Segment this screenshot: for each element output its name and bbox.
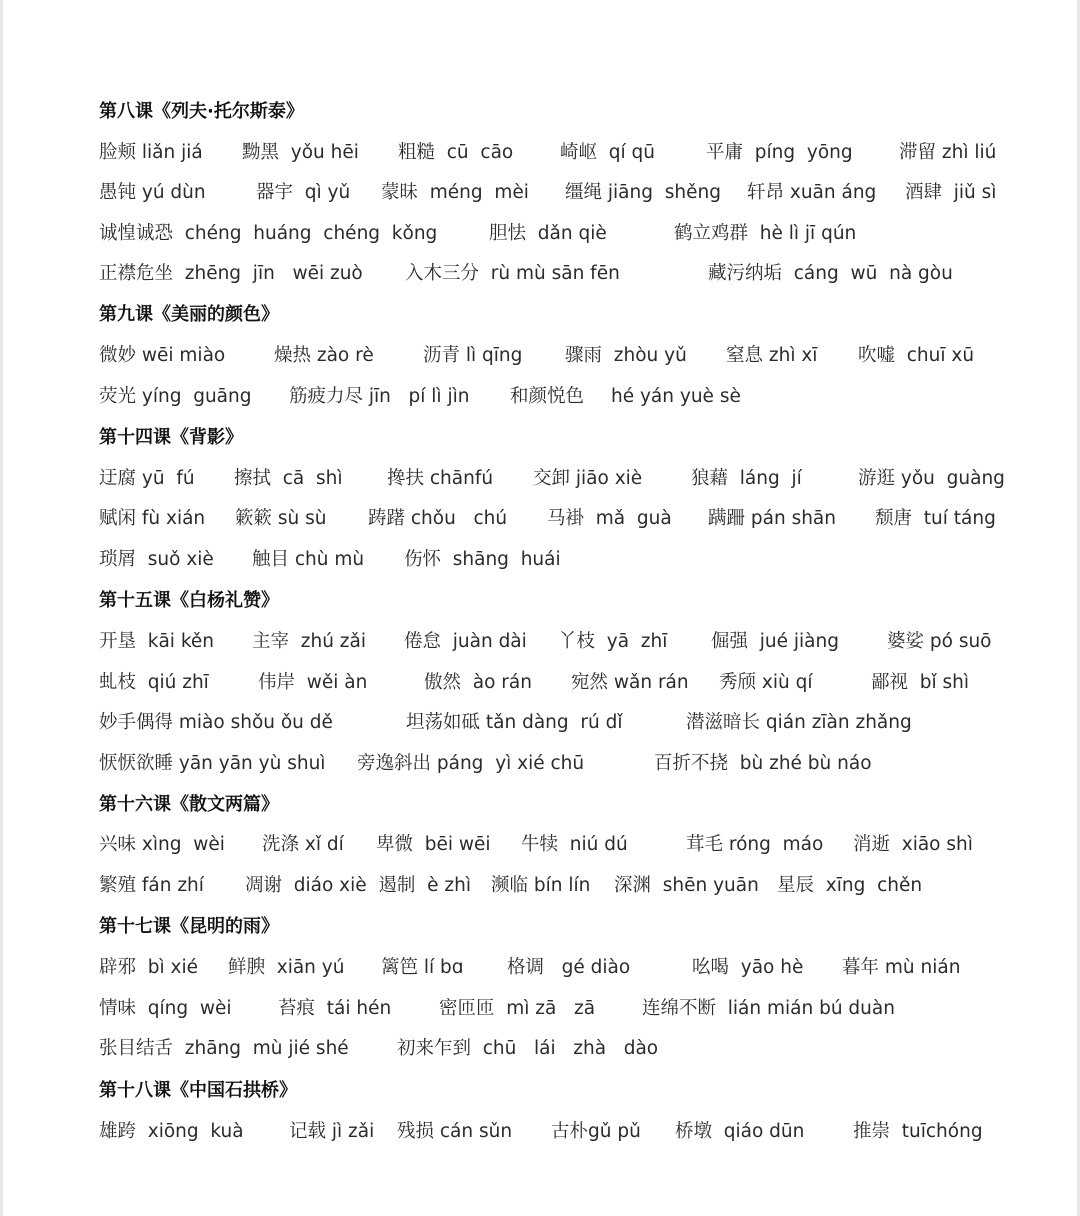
vocab-term: 兴味 xìng wèi [99,834,225,855]
vocab-term: 崎岖 qí qū [560,142,655,163]
vocab-term: 踌躇 chǒu chú [368,508,508,529]
vocab-term: 筋疲力尽 jīn pí lì jìn [289,386,470,407]
vocab-term: 暮年 mù nián [842,957,961,978]
vocab-term: 吹嘘 chuī xū [858,345,975,366]
vocab-term: 雄跨 xiōng kuà [99,1121,244,1142]
vocab-term: 张目结舌 zhāng mù jié shé [99,1038,349,1059]
vocab-term: 吆喝 yāo hè [692,957,804,978]
vocab-term: 秀颀 xiù qí [719,672,813,693]
vocab-term: 倦怠 juàn dài [404,631,527,652]
lesson-heading: 第十六课《散文两篇》 [99,794,279,815]
vocab-term: 藏污纳垢 cáng wū nà gòu [708,263,953,284]
vocab-term: 倔强 jué jiàng [711,631,839,652]
vocab-term: 擦拭 cā shì [234,468,343,489]
vocab-term: 格调 gé diào [507,957,631,978]
vocab-term: 桥墩 qiáo dūn [675,1121,805,1142]
vocab-term: 鹤立鸡群 hè lì jī qún [674,223,857,244]
vocab-term: 诚惶诚恐 chéng huáng chéng kǒng [99,223,438,244]
vocab-term: 愚钝 yú dùn [99,182,206,203]
vocab-term: 狼藉 láng jí [691,468,802,489]
vocab-term: 百折不挠 bù zhé bù náo [654,753,872,774]
vocab-term: 伤怀 shāng huái [404,549,561,570]
vocab-term: 和颜悦色 [510,386,585,407]
vocab-term: 酒肆 jiǔ sì [905,182,997,203]
vocab-term: 颓唐 tuí táng [875,508,996,529]
vocab-term: 虬枝 qiú zhī [99,672,209,693]
vocab-term: 密匝匝 mì zā zā [439,998,596,1019]
lesson-heading: 第八课《列夫·托尔斯泰》 [99,101,304,122]
vocab-term: 洗涤 xǐ dí [262,834,344,855]
lesson-heading: 第十五课《白杨礼赞》 [99,590,279,611]
lesson-heading: 第十八课《中国石拱桥》 [99,1080,297,1101]
vocab-term: 篱笆 lí bɑ [381,957,464,978]
page-edge-left [0,0,3,1216]
vocab-term: 开垦 kāi kěn [99,631,214,652]
vocab-term: 平庸 píng yōng [706,142,853,163]
vocab-term: 苔痕 tái hén [278,998,392,1019]
vocab-term: 伟岸 wěi àn [258,672,368,693]
vocab-term: 恹恹欲睡 yān yān yù shuì [99,753,326,774]
vocab-term: 情味 qíng wèi [99,998,232,1019]
vocab-term: 赋闲 fù xián [99,508,206,529]
lesson-heading: 第十四课《背影》 [99,427,243,448]
vocab-term: 窒息 zhì xī [726,345,818,366]
vocab-term: 交卸 jiāo xiè [533,468,643,489]
vocab-term: 消逝 xiāo shì [853,834,973,855]
vocab-term: 正襟危坐 zhēng jīn wēi zuò [99,263,363,284]
vocab-term: 旁逸斜出 páng yì xié chū [357,753,585,774]
vocab-term: 迂腐 yū fú [99,468,195,489]
vocab-term: 游逛 yǒu guàng [858,468,1005,489]
vocab-term: 宛然 wǎn rán [571,672,689,693]
vocab-term: 蒙昧 méng mèi [381,182,529,203]
vocab-term: 丫枝 yā zhī [558,631,668,652]
vocab-term: 入木三分 rù mù sān fēn [405,263,620,284]
vocab-term: 粗糙 cū cāo [398,142,514,163]
vocab-term: 婆娑 pó suō [887,631,992,652]
vocab-term: hé yán yuè sè [611,386,741,407]
vocab-term: 濒临 bín lín [491,875,591,896]
vocab-term: 鄙视 bǐ shì [871,672,970,693]
vocab-term: 连绵不断 lián mián bú duàn [642,998,895,1019]
vocab-term: 轩昂 xuān áng [747,182,877,203]
vocab-term: 残损 cán sǔn [397,1121,513,1142]
vocab-term: 主宰 zhú zǎi [252,631,366,652]
vocab-term: 搀扶 chānfú [387,468,494,489]
vocab-term: 沥青 lì qīng [423,345,523,366]
vocab-term: 琐屑 suǒ xiè [99,549,214,570]
vocab-term: 器宇 qì yǔ [256,182,351,203]
vocab-term: 坦荡如砥 tǎn dàng rú dǐ [406,712,623,733]
vocab-term: 黝黑 yǒu hēi [242,142,359,163]
vocab-term: 胆怯 dǎn qiè [489,223,607,244]
lesson-heading: 第十七课《昆明的雨》 [99,916,279,937]
vocab-term: 凋谢 diáo xiè 遏制 è zhì [245,875,472,896]
vocab-term: 深渊 shēn yuān [614,875,759,896]
vocab-term: 星辰 xīng chěn [777,875,923,896]
vocab-term: 牛犊 niú dú [521,834,628,855]
vocab-term: 记载 jì zǎi [289,1121,375,1142]
vocab-term: 妙手偶得 miào shǒu ǒu dě [99,712,333,733]
lesson-heading: 第九课《美丽的颜色》 [99,304,279,325]
vocab-term: 脸颊 liǎn jiá [99,142,203,163]
vocab-term: 茸毛 róng máo [686,834,824,855]
vocab-term: 潜滋暗长 qián zīàn zhǎng [686,712,912,733]
vocab-term: 簌簌 sù sù [235,508,327,529]
vocab-term: 燥热 zào rè [274,345,374,366]
vocab-term: 触目 chù mù [252,549,365,570]
vocab-term: 荧光 yíng guāng [99,386,252,407]
vocab-term: 卑微 bēi wēi [376,834,491,855]
vocab-term: 滞留 zhì liú [899,142,997,163]
vocab-term: 推崇 tuīchóng [853,1121,983,1142]
vocab-term: 古朴gǔ pǔ [551,1121,641,1142]
vocab-term: 骤雨 zhòu yǔ [565,345,687,366]
vocab-term: 马褂 mǎ guà [547,508,672,529]
vocab-term: 微妙 wēi miào [99,345,226,366]
vocab-term: 鲜腴 xiān yú [228,957,345,978]
vocab-term: 繁殖 fán zhí [99,875,204,896]
vocab-term: 缰绳 jiāng shěng [565,182,721,203]
vocab-term: 初来乍到 chū lái zhà dào [397,1038,659,1059]
vocab-term: 傲然 ào rán [424,672,532,693]
vocab-term: 辟邪 bì xié [99,957,198,978]
vocab-term: 蹒跚 pán shān [708,508,836,529]
